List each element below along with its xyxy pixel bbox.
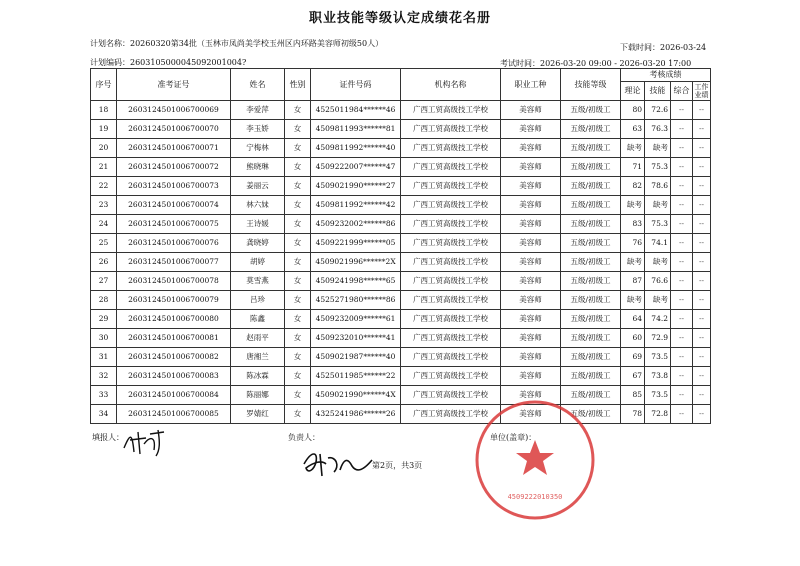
cell-theory: 60 bbox=[621, 329, 645, 348]
cell-gender: 女 bbox=[285, 405, 311, 424]
cell-overall: -- bbox=[671, 291, 693, 310]
header-skill: 技能 bbox=[645, 82, 671, 101]
cell-name: 熊晓琳 bbox=[231, 158, 285, 177]
cell-job: 美容师 bbox=[501, 158, 561, 177]
cell-org: 广西工贸高级技工学校 bbox=[401, 101, 501, 120]
cell-work: -- bbox=[693, 348, 711, 367]
cell-gender: 女 bbox=[285, 272, 311, 291]
table-row bbox=[91, 291, 711, 310]
cell-level: 五级/初级工 bbox=[561, 158, 621, 177]
cell-gender: 女 bbox=[285, 253, 311, 272]
cell-gender: 女 bbox=[285, 177, 311, 196]
cell-overall: -- bbox=[671, 253, 693, 272]
cell-ticket: 2603124501006700077 bbox=[117, 253, 231, 272]
cell-org: 广西工贸高级技工学校 bbox=[401, 291, 501, 310]
cell-name: 赵雨平 bbox=[231, 329, 285, 348]
cell-work: -- bbox=[693, 120, 711, 139]
responsible-label: 负责人： bbox=[288, 433, 320, 442]
header-overall: 综合 bbox=[671, 82, 693, 101]
cell-work: -- bbox=[693, 405, 711, 424]
cell-seq: 29 bbox=[91, 310, 117, 329]
exam-time: 考试时间：2026-03-20 09:00 - 2026-03-20 17:00 bbox=[500, 59, 692, 68]
cell-gender: 女 bbox=[285, 329, 311, 348]
cell-job: 美容师 bbox=[501, 329, 561, 348]
cell-org: 广西工贸高级技工学校 bbox=[401, 405, 501, 424]
cell-job: 美容师 bbox=[501, 120, 561, 139]
cell-gender: 女 bbox=[285, 101, 311, 120]
cell-id: 4509232002******86 bbox=[311, 215, 401, 234]
cell-level: 五级/初级工 bbox=[561, 348, 621, 367]
cell-job: 美容师 bbox=[501, 196, 561, 215]
cell-skill: 74.2 bbox=[645, 310, 671, 329]
cell-name: 陈鑫 bbox=[231, 310, 285, 329]
cell-job: 美容师 bbox=[501, 177, 561, 196]
cell-name: 陈丽娜 bbox=[231, 386, 285, 405]
table-row bbox=[91, 215, 711, 234]
table-row bbox=[91, 177, 711, 196]
table-row bbox=[91, 234, 711, 253]
cell-skill: 72.9 bbox=[645, 329, 671, 348]
cell-ticket: 2603124501006700072 bbox=[117, 158, 231, 177]
header-org: 机构名称 bbox=[401, 69, 501, 101]
cell-ticket: 2603124501006700078 bbox=[117, 272, 231, 291]
cell-seq: 31 bbox=[91, 348, 117, 367]
cell-work: -- bbox=[693, 329, 711, 348]
cell-seq: 18 bbox=[91, 101, 117, 120]
cell-job: 美容师 bbox=[501, 139, 561, 158]
cell-theory: 78 bbox=[621, 405, 645, 424]
cell-level: 五级/初级工 bbox=[561, 386, 621, 405]
cell-job: 美容师 bbox=[501, 101, 561, 120]
table-row bbox=[91, 310, 711, 329]
cell-level: 五级/初级工 bbox=[561, 253, 621, 272]
cell-skill: 73.5 bbox=[645, 348, 671, 367]
cell-id: 4325241986******26 bbox=[311, 405, 401, 424]
cell-seq: 24 bbox=[91, 215, 117, 234]
cell-name: 宁梅林 bbox=[231, 139, 285, 158]
cell-org: 广西工贸高级技工学校 bbox=[401, 158, 501, 177]
cell-gender: 女 bbox=[285, 234, 311, 253]
cell-theory: 87 bbox=[621, 272, 645, 291]
cell-org: 广西工贸高级技工学校 bbox=[401, 367, 501, 386]
cell-name: 吕珍 bbox=[231, 291, 285, 310]
cell-skill: 74.1 bbox=[645, 234, 671, 253]
cell-skill: 78.6 bbox=[645, 177, 671, 196]
header-id: 证件号码 bbox=[311, 69, 401, 101]
cell-overall: -- bbox=[671, 329, 693, 348]
cell-job: 美容师 bbox=[501, 253, 561, 272]
cell-overall: -- bbox=[671, 215, 693, 234]
cell-skill: 缺考 bbox=[645, 139, 671, 158]
table-row bbox=[91, 272, 711, 291]
cell-job: 美容师 bbox=[501, 272, 561, 291]
cell-work: -- bbox=[693, 272, 711, 291]
cell-ticket: 2603124501006700084 bbox=[117, 386, 231, 405]
cell-name: 胡婷 bbox=[231, 253, 285, 272]
cell-name: 陈冰霖 bbox=[231, 367, 285, 386]
cell-ticket: 2603124501006700085 bbox=[117, 405, 231, 424]
header-scores: 考核成绩 bbox=[621, 69, 711, 82]
table-row bbox=[91, 348, 711, 367]
cell-ticket: 2603124501006700073 bbox=[117, 177, 231, 196]
table-row bbox=[91, 405, 711, 424]
cell-work: -- bbox=[693, 215, 711, 234]
cell-id: 4525271980******86 bbox=[311, 291, 401, 310]
unit-seal-label: 单位(盖章)： bbox=[490, 433, 537, 442]
cell-org: 广西工贸高级技工学校 bbox=[401, 253, 501, 272]
cell-level: 五级/初级工 bbox=[561, 139, 621, 158]
cell-overall: -- bbox=[671, 386, 693, 405]
cell-theory: 69 bbox=[621, 348, 645, 367]
page-number: 第2页，共3页 bbox=[372, 461, 423, 470]
cell-seq: 25 bbox=[91, 234, 117, 253]
cell-seq: 22 bbox=[91, 177, 117, 196]
cell-skill: 75.3 bbox=[645, 158, 671, 177]
cell-id: 4509021987******40 bbox=[311, 348, 401, 367]
cell-job: 美容师 bbox=[501, 367, 561, 386]
plan-code: 计划编码：2603105000045092001004? bbox=[90, 58, 247, 67]
cell-ticket: 2603124501006700080 bbox=[117, 310, 231, 329]
cell-seq: 19 bbox=[91, 120, 117, 139]
cell-work: -- bbox=[693, 253, 711, 272]
cell-seq: 28 bbox=[91, 291, 117, 310]
table-row bbox=[91, 253, 711, 272]
cell-org: 广西工贸高级技工学校 bbox=[401, 234, 501, 253]
cell-work: -- bbox=[693, 139, 711, 158]
cell-theory: 67 bbox=[621, 367, 645, 386]
cell-level: 五级/初级工 bbox=[561, 177, 621, 196]
cell-job: 美容师 bbox=[501, 215, 561, 234]
cell-job: 美容师 bbox=[501, 291, 561, 310]
header-job: 职业工种 bbox=[501, 69, 561, 101]
cell-skill: 72.6 bbox=[645, 101, 671, 120]
cell-theory: 缺考 bbox=[621, 139, 645, 158]
cell-seq: 26 bbox=[91, 253, 117, 272]
cell-level: 五级/初级工 bbox=[561, 367, 621, 386]
cell-job: 美容师 bbox=[501, 405, 561, 424]
cell-gender: 女 bbox=[285, 310, 311, 329]
cell-overall: -- bbox=[671, 367, 693, 386]
cell-id: 4509021990******27 bbox=[311, 177, 401, 196]
cell-theory: 76 bbox=[621, 234, 645, 253]
cell-name: 罗婧红 bbox=[231, 405, 285, 424]
cell-overall: -- bbox=[671, 310, 693, 329]
table-row bbox=[91, 329, 711, 348]
cell-id: 4509811993******81 bbox=[311, 120, 401, 139]
cell-work: -- bbox=[693, 234, 711, 253]
cell-skill: 缺考 bbox=[645, 253, 671, 272]
cell-id: 4509021996******2X bbox=[311, 253, 401, 272]
table-body bbox=[91, 101, 711, 424]
table-row bbox=[91, 158, 711, 177]
cell-work: -- bbox=[693, 386, 711, 405]
cell-work: -- bbox=[693, 101, 711, 120]
cell-org: 广西工贸高级技工学校 bbox=[401, 196, 501, 215]
cell-ticket: 2603124501006700069 bbox=[117, 101, 231, 120]
cell-theory: 80 bbox=[621, 101, 645, 120]
table-row bbox=[91, 367, 711, 386]
cell-theory: 缺考 bbox=[621, 291, 645, 310]
cell-theory: 82 bbox=[621, 177, 645, 196]
cell-level: 五级/初级工 bbox=[561, 405, 621, 424]
cell-gender: 女 bbox=[285, 348, 311, 367]
cell-name: 林六妹 bbox=[231, 196, 285, 215]
cell-ticket: 2603124501006700082 bbox=[117, 348, 231, 367]
cell-name: 王诗媛 bbox=[231, 215, 285, 234]
cell-ticket: 2603124501006700083 bbox=[117, 367, 231, 386]
cell-job: 美容师 bbox=[501, 234, 561, 253]
cell-id: 4509811992******42 bbox=[311, 196, 401, 215]
cell-org: 广西工贸高级技工学校 bbox=[401, 310, 501, 329]
cell-level: 五级/初级工 bbox=[561, 196, 621, 215]
cell-overall: -- bbox=[671, 348, 693, 367]
cell-theory: 缺考 bbox=[621, 196, 645, 215]
cell-skill: 73.8 bbox=[645, 367, 671, 386]
cell-theory: 63 bbox=[621, 120, 645, 139]
cell-id: 4509222007******47 bbox=[311, 158, 401, 177]
filler-label: 填报人： bbox=[92, 433, 124, 442]
download-time: 下载时间：2026-03-24 bbox=[620, 43, 707, 52]
cell-theory: 83 bbox=[621, 215, 645, 234]
cell-id: 4509232010******41 bbox=[311, 329, 401, 348]
header-theory: 理论 bbox=[621, 82, 645, 101]
cell-org: 广西工贸高级技工学校 bbox=[401, 177, 501, 196]
cell-skill: 72.8 bbox=[645, 405, 671, 424]
cell-level: 五级/初级工 bbox=[561, 329, 621, 348]
cell-overall: -- bbox=[671, 120, 693, 139]
cell-gender: 女 bbox=[285, 367, 311, 386]
cell-id: 4509241998******65 bbox=[311, 272, 401, 291]
cell-level: 五级/初级工 bbox=[561, 310, 621, 329]
cell-id: 4509221999******05 bbox=[311, 234, 401, 253]
cell-overall: -- bbox=[671, 158, 693, 177]
cell-seq: 21 bbox=[91, 158, 117, 177]
table-row bbox=[91, 101, 711, 120]
official-seal bbox=[470, 395, 600, 525]
cell-seq: 27 bbox=[91, 272, 117, 291]
cell-work: -- bbox=[693, 158, 711, 177]
cell-seq: 30 bbox=[91, 329, 117, 348]
cell-id: 4525011985******22 bbox=[311, 367, 401, 386]
header-work: 工作业绩 bbox=[694, 83, 709, 99]
cell-org: 广西工贸高级技工学校 bbox=[401, 329, 501, 348]
cell-overall: -- bbox=[671, 139, 693, 158]
cell-work: -- bbox=[693, 196, 711, 215]
cell-overall: -- bbox=[671, 234, 693, 253]
header-gender: 性别 bbox=[285, 69, 311, 101]
cell-job: 美容师 bbox=[501, 310, 561, 329]
cell-level: 五级/初级工 bbox=[561, 120, 621, 139]
plan-name: 计划名称：20260320第34批（玉林市凤尚美学校玉州区内环路美容师初级50人） bbox=[90, 39, 384, 48]
cell-level: 五级/初级工 bbox=[561, 215, 621, 234]
cell-org: 广西工贸高级技工学校 bbox=[401, 215, 501, 234]
cell-overall: -- bbox=[671, 272, 693, 291]
cell-name: 龚晓婷 bbox=[231, 234, 285, 253]
cell-ticket: 2603124501006700081 bbox=[117, 329, 231, 348]
cell-id: 4525011984******46 bbox=[311, 101, 401, 120]
cell-skill: 73.5 bbox=[645, 386, 671, 405]
cell-level: 五级/初级工 bbox=[561, 234, 621, 253]
cell-overall: -- bbox=[671, 101, 693, 120]
cell-ticket: 2603124501006700075 bbox=[117, 215, 231, 234]
cell-name: 姜丽云 bbox=[231, 177, 285, 196]
cell-seq: 34 bbox=[91, 405, 117, 424]
cell-seq: 32 bbox=[91, 367, 117, 386]
cell-gender: 女 bbox=[285, 120, 311, 139]
cell-skill: 缺考 bbox=[645, 196, 671, 215]
cell-seq: 33 bbox=[91, 386, 117, 405]
svg-text:4509222010350: 4509222010350 bbox=[507, 493, 563, 501]
cell-overall: -- bbox=[671, 405, 693, 424]
cell-theory: 85 bbox=[621, 386, 645, 405]
cell-level: 五级/初级工 bbox=[561, 291, 621, 310]
cell-id: 4509021990******4X bbox=[311, 386, 401, 405]
cell-org: 广西工贸高级技工学校 bbox=[401, 386, 501, 405]
cell-work: -- bbox=[693, 310, 711, 329]
cell-job: 美容师 bbox=[501, 348, 561, 367]
responsible-signature bbox=[300, 448, 375, 478]
cell-gender: 女 bbox=[285, 215, 311, 234]
cell-seq: 23 bbox=[91, 196, 117, 215]
cell-overall: -- bbox=[671, 196, 693, 215]
cell-level: 五级/初级工 bbox=[561, 272, 621, 291]
score-table bbox=[90, 68, 711, 424]
cell-skill: 缺考 bbox=[645, 291, 671, 310]
table-row bbox=[91, 120, 711, 139]
header-level: 技能等级 bbox=[561, 69, 621, 101]
cell-theory: 缺考 bbox=[621, 253, 645, 272]
cell-ticket: 2603124501006700071 bbox=[117, 139, 231, 158]
cell-id: 4509811992******40 bbox=[311, 139, 401, 158]
header-seq: 序号 bbox=[91, 69, 117, 101]
header-name: 姓名 bbox=[231, 69, 285, 101]
cell-work: -- bbox=[693, 291, 711, 310]
cell-seq: 20 bbox=[91, 139, 117, 158]
cell-ticket: 2603124501006700070 bbox=[117, 120, 231, 139]
cell-gender: 女 bbox=[285, 291, 311, 310]
cell-gender: 女 bbox=[285, 196, 311, 215]
table-row bbox=[91, 139, 711, 158]
cell-skill: 75.3 bbox=[645, 215, 671, 234]
cell-gender: 女 bbox=[285, 139, 311, 158]
cell-work: -- bbox=[693, 177, 711, 196]
cell-name: 李爱萍 bbox=[231, 101, 285, 120]
cell-name: 唐湘兰 bbox=[231, 348, 285, 367]
table-row bbox=[91, 386, 711, 405]
filler-signature bbox=[120, 426, 170, 458]
cell-name: 李玉娇 bbox=[231, 120, 285, 139]
cell-ticket: 2603124501006700076 bbox=[117, 234, 231, 253]
cell-job: 美容师 bbox=[501, 386, 561, 405]
cell-work: -- bbox=[693, 367, 711, 386]
cell-org: 广西工贸高级技工学校 bbox=[401, 120, 501, 139]
cell-ticket: 2603124501006700074 bbox=[117, 196, 231, 215]
cell-id: 4509232009******61 bbox=[311, 310, 401, 329]
cell-org: 广西工贸高级技工学校 bbox=[401, 272, 501, 291]
header-ticket: 准考证号 bbox=[117, 69, 231, 101]
cell-theory: 64 bbox=[621, 310, 645, 329]
cell-org: 广西工贸高级技工学校 bbox=[401, 348, 501, 367]
cell-ticket: 2603124501006700079 bbox=[117, 291, 231, 310]
cell-overall: -- bbox=[671, 177, 693, 196]
cell-gender: 女 bbox=[285, 158, 311, 177]
cell-skill: 76.3 bbox=[645, 120, 671, 139]
cell-skill: 76.6 bbox=[645, 272, 671, 291]
table-row bbox=[91, 196, 711, 215]
cell-name: 莫雪燕 bbox=[231, 272, 285, 291]
cell-level: 五级/初级工 bbox=[561, 101, 621, 120]
cell-theory: 71 bbox=[621, 158, 645, 177]
cell-gender: 女 bbox=[285, 386, 311, 405]
cell-org: 广西工贸高级技工学校 bbox=[401, 139, 501, 158]
page-title: 职业技能等级认定成绩花名册 bbox=[308, 11, 491, 26]
